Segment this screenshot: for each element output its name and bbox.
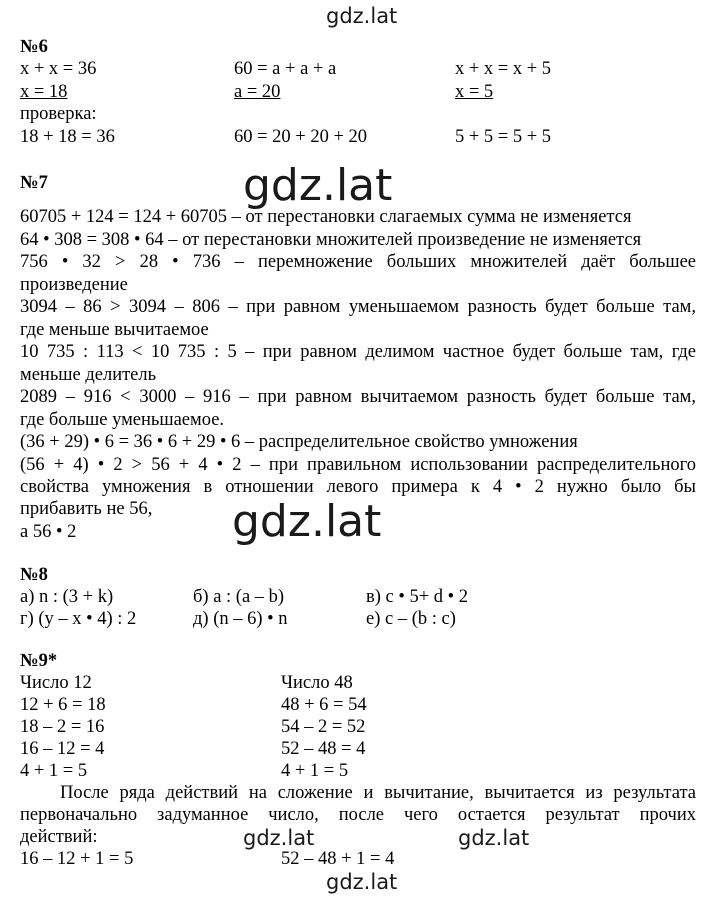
task-9-paragraph-line: После ряда действий на сложение и вычитание, вычитается из результата (60, 783, 696, 803)
watermark-large-2: gdz.lat (232, 496, 382, 547)
task-7-line: а 56 • 2 (20, 522, 77, 542)
task-9-left-line: 12 + 6 = 18 (20, 695, 106, 715)
task-9-title: №9* (20, 651, 58, 671)
task-9-left-line: 18 – 2 = 16 (20, 717, 105, 737)
task-7-line: 3094 – 86 > 3094 – 806 – при равном уменьшаемом разность будет больше там, (20, 297, 696, 317)
task-6-check-1: 18 + 18 = 36 (20, 127, 115, 147)
task-9-final-right: 52 – 48 + 1 = 4 (281, 849, 395, 869)
task-6-eq-1: x + x = 36 (20, 59, 97, 79)
watermark-large-1: gdz.lat (243, 160, 393, 211)
task-7-line: (56 + 4) • 2 > 56 + 4 • 2 – при правильном использовании распределительного (20, 455, 696, 475)
task-7-line: прибавить не 56, (20, 499, 153, 519)
task-6-check-label: проверка: (20, 104, 97, 124)
task-7-line: 756 • 32 > 28 • 736 – перемножение больших множителей даёт большее (20, 252, 696, 272)
task-6-answer-1: x = 18 (20, 82, 68, 102)
task-8-item-d: д) (n – 6) • n (193, 609, 288, 629)
task-7-line: 60705 + 124 = 124 + 60705 – от перестановки слагаемых сумма не изменяется (20, 207, 632, 227)
task-7-line: где меньше вычитаемое (20, 320, 209, 340)
task-7-line: 2089 – 916 < 3000 – 916 – при равном вычитаемом разность будет больше там, (20, 387, 696, 407)
task-9-right-line: 54 – 2 = 52 (281, 717, 366, 737)
task-8-item-g: г) (y – x • 4) : 2 (20, 609, 137, 629)
task-8-item-v: в) c • 5+ d • 2 (366, 587, 468, 607)
task-6-check-2: 60 = 20 + 20 + 20 (234, 127, 368, 147)
watermark-small-2: gdz.lat (458, 826, 530, 850)
task-6-check-3: 5 + 5 = 5 + 5 (455, 127, 552, 147)
task-9-right-line: 52 – 48 = 4 (281, 739, 366, 759)
task-8-item-e: е) c – (b : c) (366, 609, 456, 629)
task-9-left-line: Число 12 (20, 673, 92, 693)
task-9-right-line: Число 48 (281, 673, 353, 693)
task-6-answer-2: a = 20 (234, 82, 281, 102)
watermark-small-1: gdz.lat (243, 826, 315, 850)
task-9-right-line: 48 + 6 = 54 (281, 695, 367, 715)
task-6-eq-3: x + x = x + 5 (455, 59, 552, 79)
task-6-answer-3: x = 5 (455, 82, 494, 102)
task-9-final-left: 16 – 12 + 1 = 5 (20, 849, 134, 869)
task-9-left-line: 16 – 12 = 4 (20, 739, 105, 759)
task-6-eq-2: 60 = a + a + a (234, 59, 337, 79)
task-8-title: №8 (20, 565, 48, 585)
task-8-item-a: а) n : (3 + k) (20, 587, 114, 607)
task-9-paragraph-line: первоначально задуманное число, после чего остается результат прочих (20, 805, 696, 825)
task-6-title: №6 (20, 37, 48, 57)
task-7-line: свойства умножения в отношении левого примера к 4 • 2 нужно было бы (20, 477, 696, 497)
task-7-line: произведение (20, 275, 128, 295)
task-9-paragraph-line: действий: (20, 827, 98, 847)
task-7-line: где больше уменьшаемое. (20, 410, 225, 430)
task-7-line: (36 + 29) • 6 = 36 • 6 + 29 • 6 – распределительное свойство умножения (20, 432, 578, 452)
task-7-line: 64 • 308 = 308 • 64 – от перестановки множителей произведение не изменяется (20, 230, 642, 250)
task-7-title: №7 (20, 173, 48, 193)
task-9-right-line: 4 + 1 = 5 (281, 761, 349, 781)
task-7-line: 10 735 : 113 < 10 735 : 5 – при равном делимом частное будет больше там, где (20, 342, 696, 362)
task-7-line: меньше делитель (20, 365, 157, 385)
watermark-bottom: gdz.lat (326, 870, 398, 894)
task-9-left-line: 4 + 1 = 5 (20, 761, 88, 781)
watermark-top: gdz.lat (326, 4, 398, 28)
task-8-item-b: б) a : (a – b) (193, 587, 285, 607)
